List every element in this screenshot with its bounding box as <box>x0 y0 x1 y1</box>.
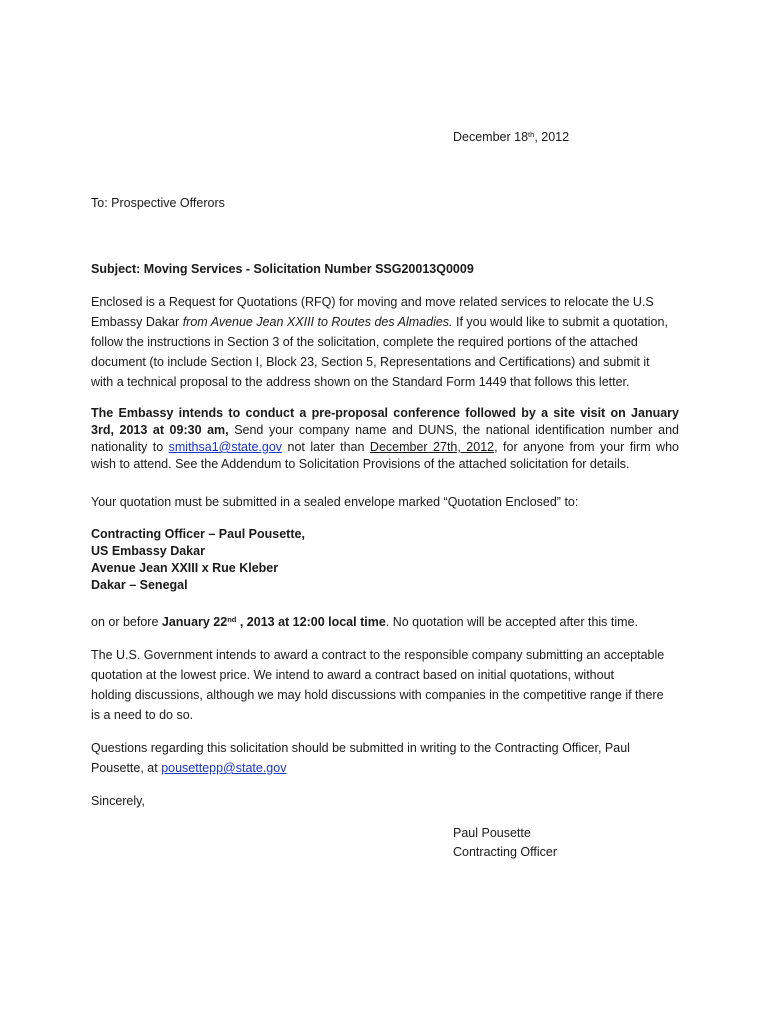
recipient-line: To: Prospective Offerors <box>91 196 225 210</box>
submission-instructions: Your quotation must be submitted in a sealed envelope marked “Quotation Enclosed” to: <box>91 495 579 509</box>
intro-line-1: Enclosed is a Request for Quotations (RFQ) for moving and move related services to relocate the U.S <box>91 295 654 309</box>
closing: Sincerely, <box>91 794 145 808</box>
conference-text-3: , for anyone from your firm who wish to attend. See the Addendum to Solicitation Provisions of the attached solicitation for details. <box>91 440 679 471</box>
award-line-4: is a need to do so. <box>91 708 194 722</box>
deadline-pre: on or before <box>91 615 162 629</box>
deadline-line <box>91 612 638 632</box>
intro-line-2 <box>91 312 668 332</box>
award-line-1: The U.S. Government intends to award a contract to the responsible company submitting an acceptable <box>91 648 665 662</box>
deadline-date: January 22 <box>161 615 228 629</box>
address-line-4: Dakar – Senegal <box>91 578 188 592</box>
signature-block <box>453 824 557 862</box>
intro-line-4: document (to include Section I, Block 23, Section 5, Representations and Certifications) and submit it <box>91 355 650 369</box>
award-line-3: holding discussions, although we may hold discussions with companies in the competitive range if there <box>91 688 664 702</box>
smithsa1-email-link[interactable]: smithsa1@state.gov <box>168 440 283 454</box>
deadline-suffix: nd <box>227 615 237 624</box>
date-suffix: th <box>528 130 535 139</box>
conference-text-1: Send your company name and DUNS, the national identification number and nationality to <box>91 423 679 454</box>
conference-notice: The Embassy intends to conduct a pre-proposal conference followed by a site visit on January 3rd, 2013 at 09:30 am, <box>91 406 679 437</box>
conference-text-2: not later than <box>282 440 370 454</box>
signer-name: Paul Pousette <box>453 826 531 840</box>
relocation-route: from Avenue Jean XXIII to Routes des Almadies. <box>182 315 453 329</box>
address-line-1: Contracting Officer – Paul Pousette, <box>91 527 305 541</box>
conference-paragraph <box>91 405 679 473</box>
questions-line-2 <box>91 758 286 778</box>
award-line-2: quotation at the lowest price. We intend to award a contract based on initial quotations, without <box>91 668 615 682</box>
registration-deadline: December 27th, 2012 <box>369 440 495 454</box>
letter-date <box>453 127 569 147</box>
intro-line-5: with a technical proposal to the address shown on the Standard Form 1449 that follows this letter. <box>91 375 630 389</box>
date-year: , 2012 <box>534 130 570 144</box>
signer-title: Contracting Officer <box>453 845 557 859</box>
pousettepp-email-link[interactable]: pousettepp@state.gov <box>161 761 287 775</box>
address-line-3: Avenue Jean XXIII x Rue Kleber <box>91 561 279 575</box>
address-line-2: US Embassy Dakar <box>91 544 205 558</box>
deadline-time: , 2013 at 12:00 local time <box>236 615 386 629</box>
intro-line-2a: Embassy Dakar <box>91 315 183 329</box>
intro-line-2c: If you would like to submit a quotation, <box>452 315 668 329</box>
intro-line-3: follow the instructions in Section 3 of the solicitation, complete the required portions of the attached <box>91 335 638 349</box>
date-text: December 18 <box>453 130 529 144</box>
questions-line-2a: Pousette, at <box>91 761 162 775</box>
questions-line-1: Questions regarding this solicitation should be submitted in writing to the Contracting Officer, Paul <box>91 741 630 755</box>
deadline-post: . No quotation will be accepted after this time. <box>385 615 638 629</box>
subject-line: Subject: Moving Services - Solicitation Number SSG20013Q0009 <box>91 262 474 276</box>
